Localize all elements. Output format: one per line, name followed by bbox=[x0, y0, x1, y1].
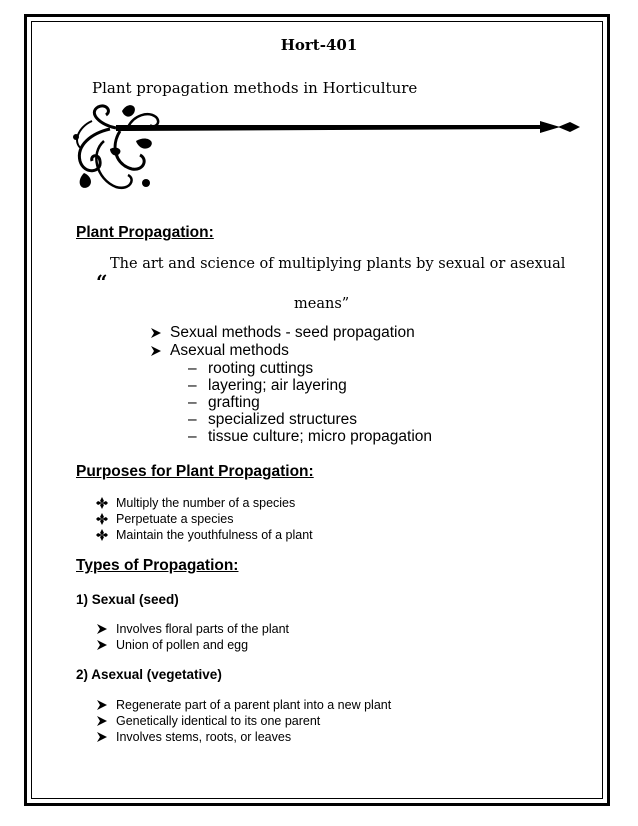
list-item: – tissue culture; micro propagation bbox=[188, 428, 433, 445]
list-item: Asexual methods bbox=[150, 342, 415, 360]
arrow-bullet-icon bbox=[150, 342, 162, 360]
sexual-subheading: 1) Sexual (seed) bbox=[76, 592, 179, 607]
asexual-list bbox=[96, 697, 391, 745]
dash-bullet-icon: – bbox=[188, 360, 197, 377]
diamond-bullet-icon bbox=[96, 495, 108, 511]
arrow-bullet-icon bbox=[96, 729, 108, 745]
list-item: Sexual methods - seed propagation bbox=[150, 324, 415, 342]
list-item: – grafting bbox=[188, 394, 260, 411]
definition-quote-line2: means” bbox=[294, 296, 350, 312]
list-item: – rooting cuttings bbox=[188, 360, 314, 377]
asexual-subheading: 2) Asexual (vegetative) bbox=[76, 667, 222, 682]
heading-purposes: Purposes for Plant Propagation: bbox=[76, 463, 314, 480]
list-item: Maintain the youthfulness of a plant bbox=[96, 527, 313, 543]
list-item: Union of pollen and egg bbox=[96, 637, 289, 653]
list-item: Involves floral parts of the plant bbox=[96, 621, 289, 637]
list-item: Multiply the number of a species bbox=[96, 495, 313, 511]
list-item: Perpetuate a species bbox=[96, 511, 313, 527]
list-item: – layering; air layering bbox=[188, 377, 347, 394]
heading-types: Types of Propagation: bbox=[76, 557, 239, 574]
dash-bullet-icon: – bbox=[188, 411, 197, 428]
list-item: Genetically identical to its one parent bbox=[96, 713, 391, 729]
sexual-list bbox=[96, 621, 289, 653]
course-code: Hort-401 bbox=[280, 36, 358, 54]
diamond-bullet-icon bbox=[96, 511, 108, 527]
list-item: – specialized structures bbox=[188, 411, 358, 428]
dash-bullet-icon: – bbox=[188, 394, 197, 411]
heading-plant-propagation: Plant Propagation: bbox=[76, 224, 214, 241]
list-item: Involves stems, roots, or leaves bbox=[96, 729, 391, 745]
flourish-ornament-icon bbox=[70, 103, 590, 203]
diamond-bullet-icon bbox=[96, 527, 108, 543]
purpose-list bbox=[96, 495, 313, 543]
method-list bbox=[150, 324, 415, 360]
arrow-bullet-icon bbox=[96, 637, 108, 653]
document-title: Plant propagation methods in Horticulture bbox=[92, 79, 418, 97]
dash-bullet-icon: – bbox=[188, 377, 197, 394]
dash-bullet-icon: – bbox=[188, 428, 197, 445]
arrow-bullet-icon bbox=[96, 713, 108, 729]
asexual-type-list bbox=[186, 360, 432, 445]
quote-mark: “ bbox=[96, 270, 108, 294]
arrow-bullet-icon bbox=[96, 697, 108, 713]
arrow-bullet-icon bbox=[96, 621, 108, 637]
arrow-bullet-icon bbox=[150, 324, 162, 342]
list-item: Regenerate part of a parent plant into a new plant bbox=[96, 697, 391, 713]
definition-quote-line1: The art and science of multiplying plants by sexual or asexual bbox=[110, 256, 566, 272]
